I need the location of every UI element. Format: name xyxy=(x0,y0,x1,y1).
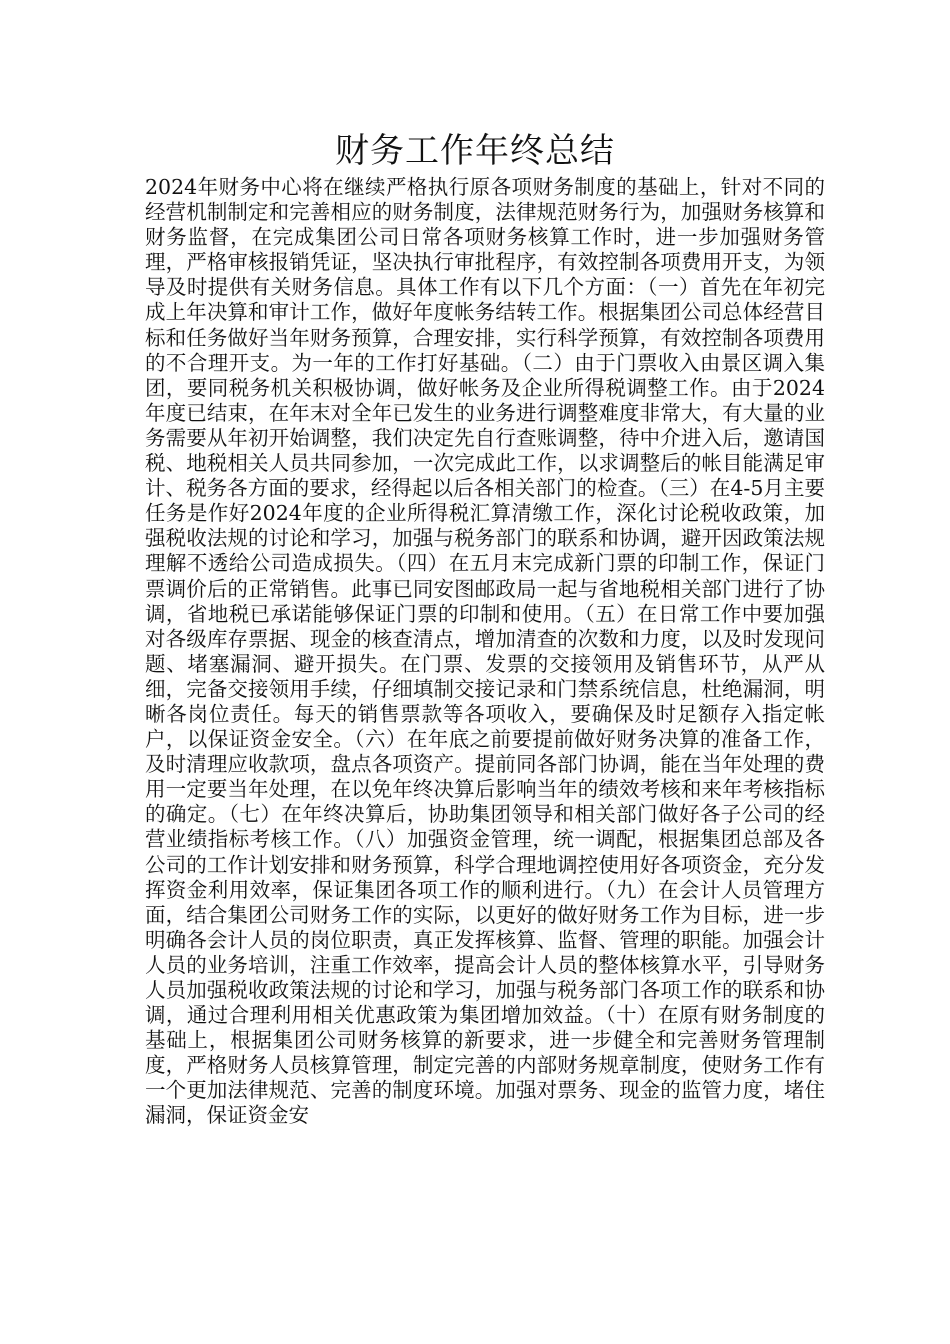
document-title: 财务工作年终总结 xyxy=(335,131,615,171)
document-body: 2024年财务中心将在继续严格执行原各项财务制度的基础上，针对不同的经营机制制定和完善相应的财务制度，法律规范财务行为，加强财务核算和财务监督，在完成集团公司日常各项财务核算工作时，进一步加强财务管理，严格审核报销凭证，坚决执行审批程序，有效控制各项费用开支，为领导及时提供有关财务信息。具体工作有以下几个方面：（一）首先在年初完成上年决算和审计工作，做好年度帐务结转工作。根据集团公司总体经营目标和任务做好当年财务预算，合理安排，实行科学预算，有效控制各项费用的不合理开支。为一年的工作打好基础。（二）由于门票收入由景区调入集团，要同税务机关积极协调，做好帐务及企业所得税调整工作。由于2024年度已结束，在年末对全年已发生的业务进行调整难度非常大，有大量的业务需要从年初开始调整，我们决定先自行查账调整，待中介进入后，邀请国税、地税相关人员共同参加，一次完成此工作，以求调整后的帐目能满足审计、税务各方面的要求，经得起以后各相关部门的检查。（三）在4-5月主要任务是作好2024年度的企业所得税汇算清缴工作，深化讨论税收政策，加强税收法规的讨论和学习，加强与税务部门的联系和协调，避开因政策法规理解不透给公司造成损失。（四）在五月末完成新门票的印制工作，保证门票调价后的正常销售。此事已同安图邮政局一起与省地税相关部门进行了协调，省地税已承诺能够保证门票的印制和使用。（五）在日常工作中要加强对各级库存票据、现金的核查清点，增加清查的次数和力度，以及时发现问题、堵塞漏洞、避开损失。在门票、发票的交接领用及销售环节，从严从细，完备交接领用手续，仔细填制交接记录和门禁系统信息，杜绝漏洞，明晰各岗位责任。每天的销售票款等各项收入，要确保及时足额存入指定帐户，以保证资金安全。（六）在年底之前要提前做好财务决算的准备工作，及时清理应收款项，盘点各项资产。提前同各部门协调，能在当年处理的费用一定要当年处理，在以免年终决算后影响当年的绩效考核和来年考核指标的确定。（七）在年终决算后，协助集团领导和相关部门做好各子公司的经营业绩指标考核工作。（八）加强资金管理，统一调配，根据集团总部及各公司的工作计划安排和财务预算，科学合理地调控使用好各项资金，充分发挥资金利用效率，保证集团各项工作的顺利进行。（九）在会计人员管理方面，结合集团公司财务工作的实际，以更好的做好财务工作为目标，进一步明确各会计人员的岗位职责，真正发挥核算、监督、管理的职能。加强会计人员的业务培训，注重工作效率，提高会计人员的整体核算水平，引导财务人员加强税收政策法规的讨论和学习，加强与税务部门各项工作的联系和协调，通过合理利用相关优惠政策为集团增加效益。（十）在原有财务制度的基础上，根据集团公司财务核算的新要求，进一步健全和完善财务管理制度，严格财务人员核算管理，制定完善的内部财务规章制度，使财务工作有一个更加法律规范、完善的制度环境。加强对票务、现金的监管力度，堵住漏洞，保证资金安 xyxy=(145,175,825,1128)
